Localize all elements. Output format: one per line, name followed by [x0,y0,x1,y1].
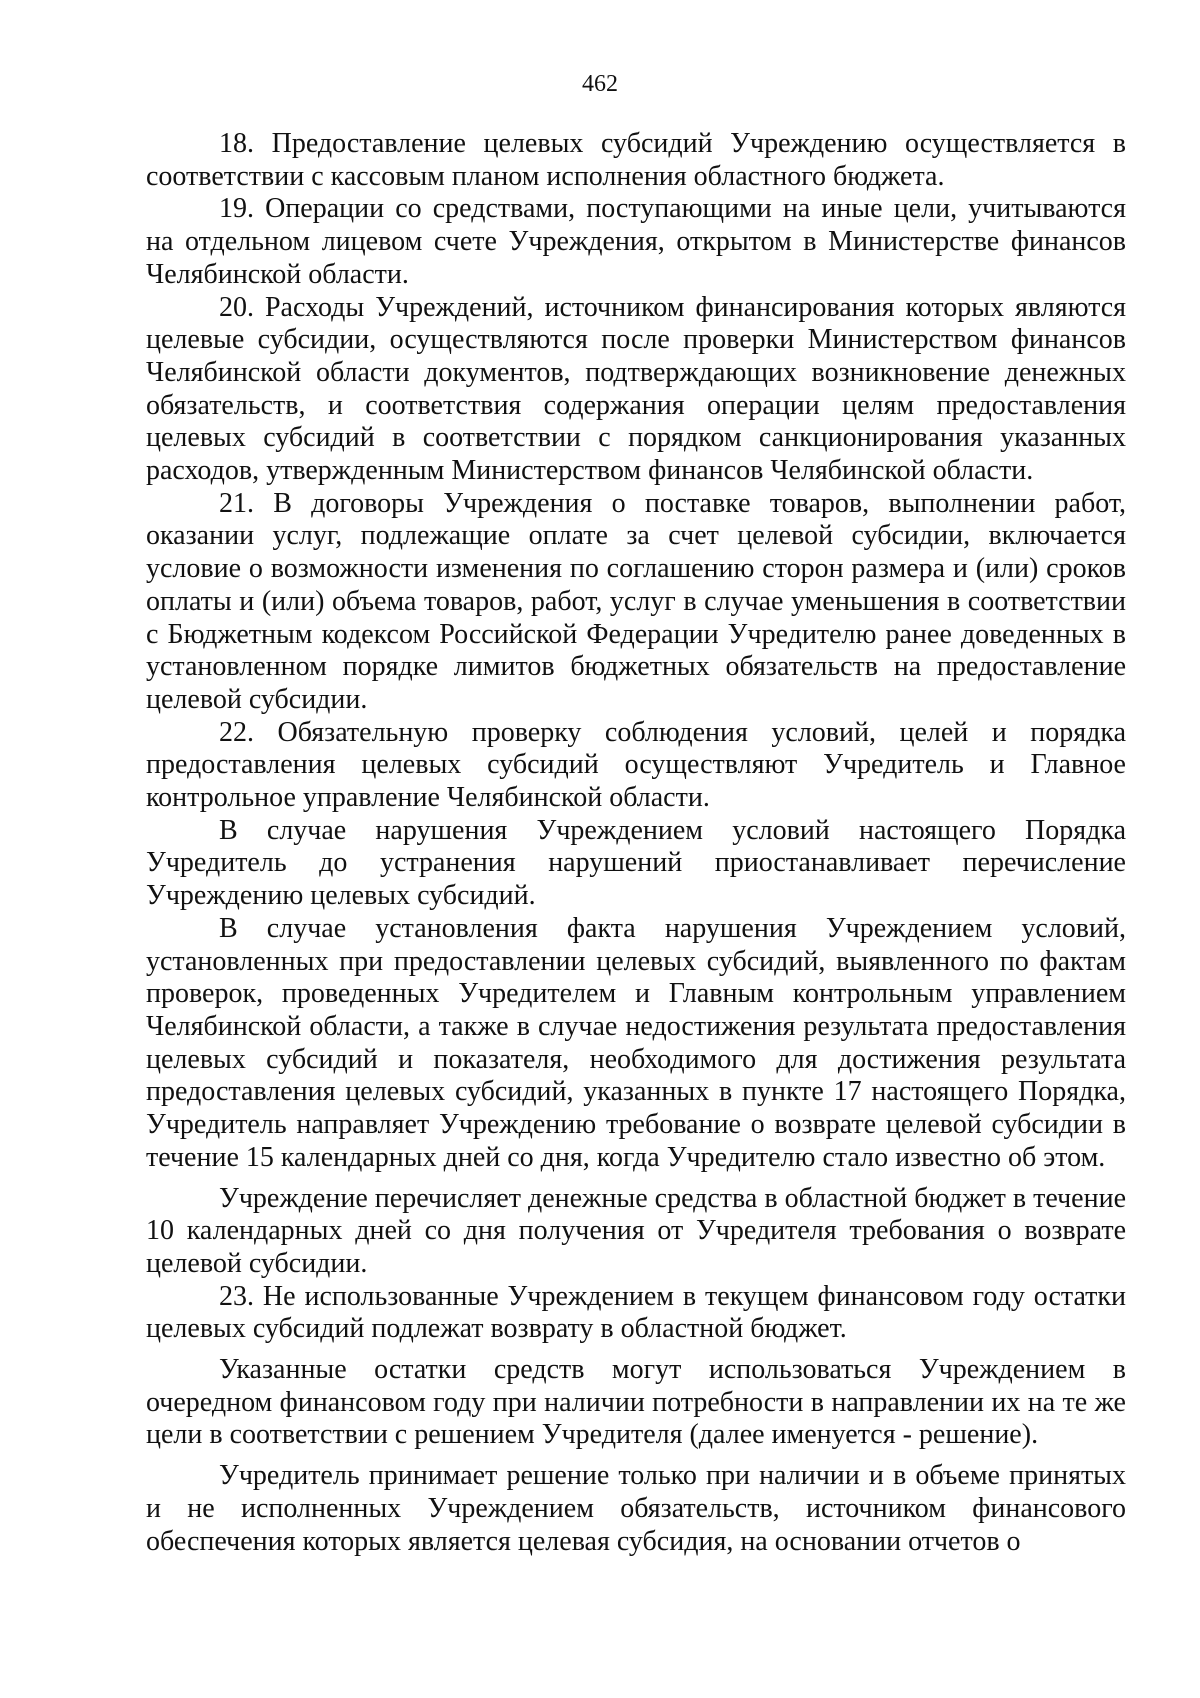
paragraph-19: 19. Операции со средствами, поступающими на иные цели, учитываются на отдельном лицевом счете Учреждения, открытом в Министерстве финансов Челябинской области. [146,193,1126,290]
document-body [146,128,1126,1558]
paragraph-22-suspension: В случае нарушения Учреждением условий настоящего Порядка Учредитель до устранения нарушений приостанавливает перечисление Учреждению целевых субсидий. [146,814,1126,912]
paragraph-21: 21. В договоры Учреждения о поставке товаров, выполнении работ, оказании услуг, подлежащие оплате за счет целевой субсидии, включается условие о возможности изменения по соглашению сторон размера и (или) сроков оплаты и (или) объема товаров, работ, услуг в случае уменьшения в соответствии с Бюджетным кодексом Российской Федерации Учредителю ранее доведенных в установленном порядке лимитов бюджетных обязательств на предоставление целевой субсидии. [146,487,1126,715]
paragraph-18: 18. Предоставление целевых субсидий Учреждению осуществляется в соответствии с кассовым планом исполнения областного бюджета. [146,128,1126,192]
page-number: 462 [582,71,618,97]
paragraph-23: 23. Не использованные Учреждением в текущем финансовом году остатки целевых субсидий подлежат возврату в областной бюджет. [146,1280,1126,1345]
paragraph-20: 20. Расходы Учреждений, источником финансирования которых являются целевые субсидии, осуществляются после проверки Министерством финансов Челябинской области документов, подтверждающих возникновение денежных обязательств, и соответствия содержания операции целям предоставления целевых субсидий в соответствии с порядком санкционирования указанных расходов, утвержденным Министерством финансов Челябинской области. [146,291,1126,487]
paragraph-23-remainders: Указанные остатки средств могут использоваться Учреждением в очередном финансовом году при наличии потребности в направлении их на те же цели в соответствии с решением Учредителя (далее именуется - решение). [146,1354,1126,1451]
paragraph-22: 22. Обязательную проверку соблюдения условий, целей и порядка предоставления целевых субсидий осуществляют Учредитель и Главное контрольное управление Челябинской области. [146,716,1126,814]
paragraph-22-return-demand: В случае установления факта нарушения Учреждением условий, установленных при предоставлении целевых субсидий, выявленного по фактам проверок, проведенных Учредителем и Главным контрольным управлением Челябинской области, а также в случае недостижения результата предоставления целевых субсидий и показателя, необходимого для достижения результата предоставления целевых субсидий, указанных в пункте 17 настоящего Порядка, Учредитель направляет Учреждению требование о возврате целевой субсидии в течение 15 календарных дней со дня, когда Учредителю стало известно об этом. [146,912,1126,1173]
paragraph-22-transfer: Учреждение перечисляет денежные средства в областной бюджет в течение 10 календарных дней со дня получения от Учредителя требования о возврате целевой субсидии. [146,1182,1126,1279]
paragraph-23-decision: Учредитель принимает решение только при наличии и в объеме принятых и не исполненных Учреждением обязательств, источником финансового обеспечения которых является целевая субсидия, на основании отчетов о [146,1460,1126,1557]
